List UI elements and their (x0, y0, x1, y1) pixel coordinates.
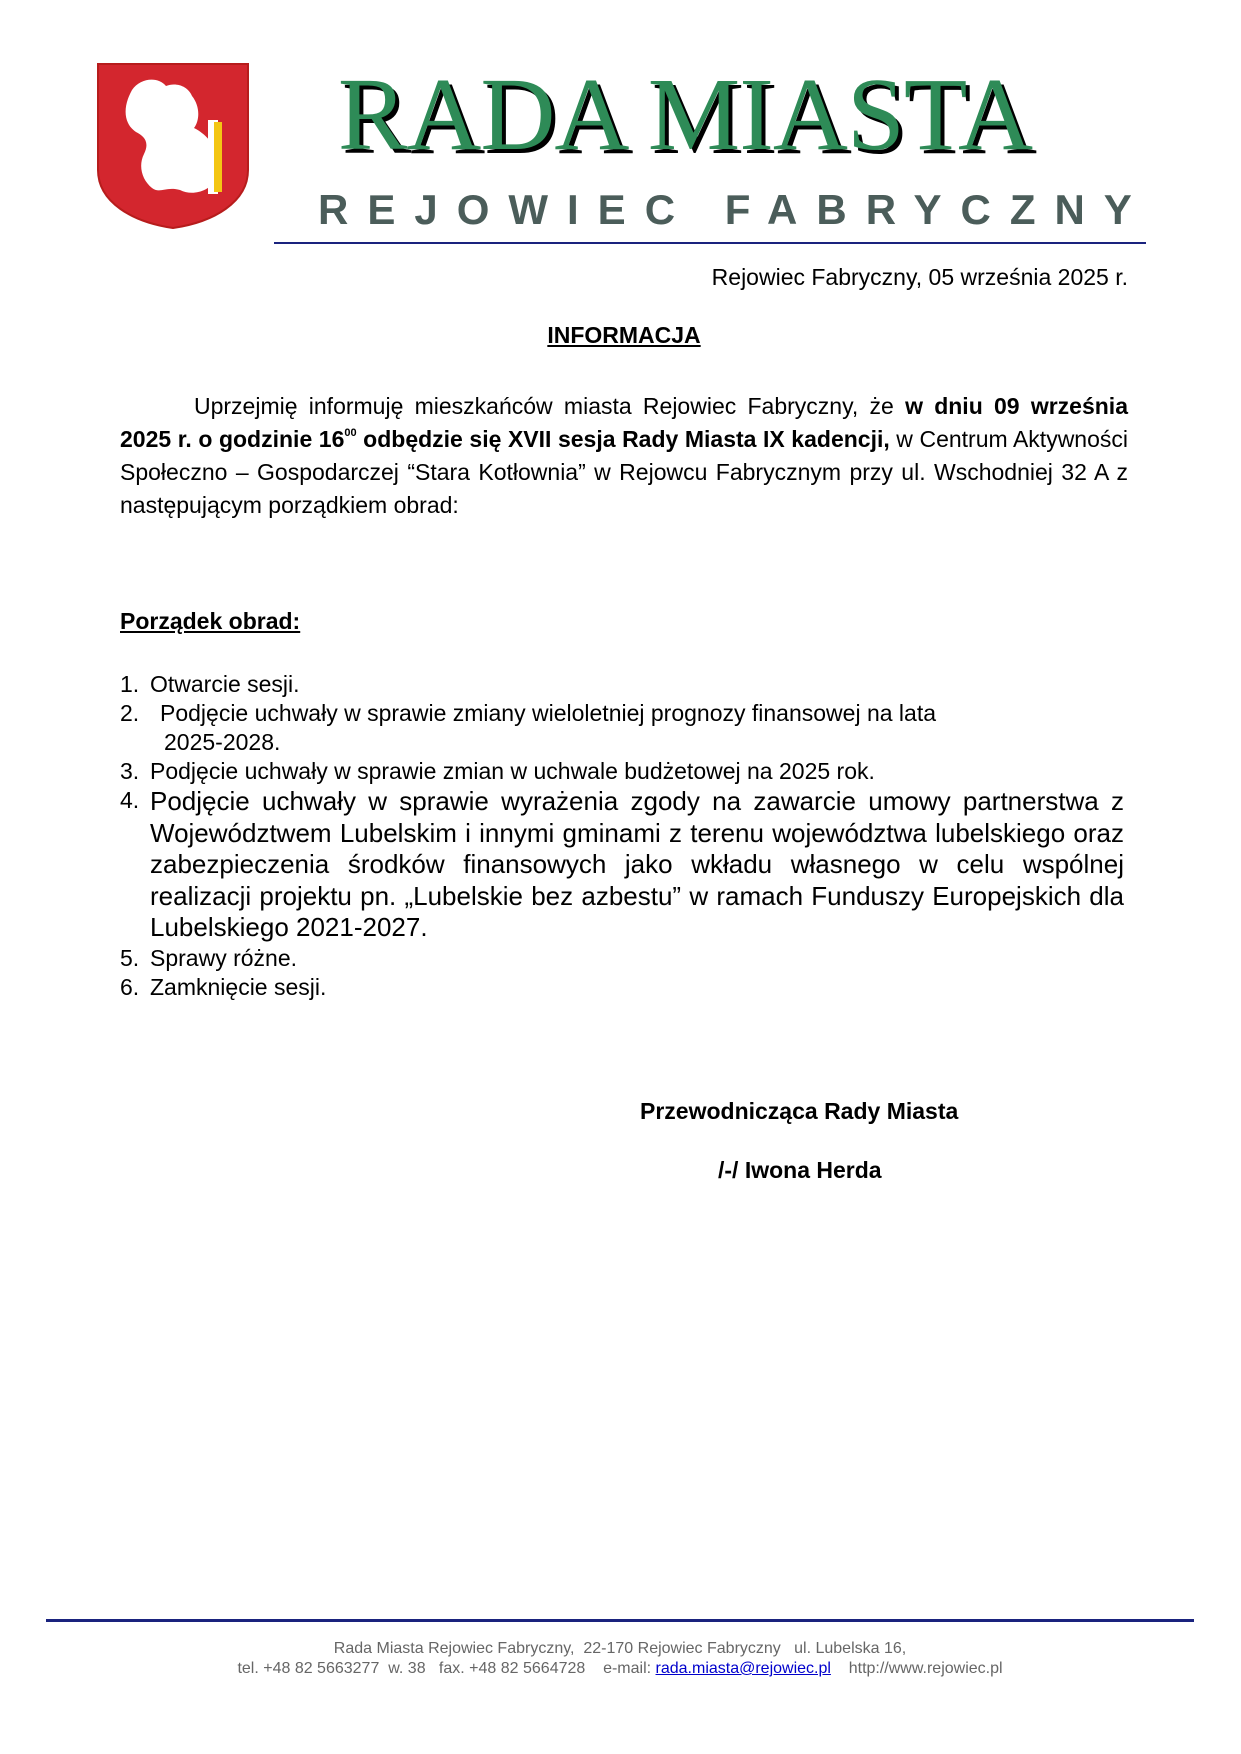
intro-paragraph (120, 390, 1128, 522)
coat-of-arms-icon (96, 62, 250, 230)
agenda-item-number: 2. (120, 700, 140, 726)
agenda-item-number: 1. (120, 671, 140, 697)
agenda-item-text: Podjęcie uchwały w sprawie wyrażenia zgody na zawarcie umowy partnerstwa z Województwem Lubelskim i innymi gminami z terenu województwa lubelskiego oraz zabezpieczenia środków finansowych jako wkładu własnego w celu wspólnej realizacji projektu pn. „Lubelskie bez azbestu” w ramach Funduszy Europejskich dla Lubelskiego 2021-2027. (150, 786, 1124, 942)
agenda-item-number: 3. (120, 758, 140, 784)
agenda-item-text: Sprawy różne. (150, 944, 298, 971)
agenda-item-number: 4. (120, 787, 140, 813)
agenda-heading: Porządek obrad: (120, 608, 301, 634)
footer-divider (46, 1619, 1194, 1622)
agenda-item-number: 5. (120, 944, 140, 971)
agenda-item (120, 699, 1128, 757)
agenda-item-text-line: Podjęcie uchwały w sprawie zmiany wieloletniej prognozy finansowej na lata (160, 700, 937, 726)
agenda-item-text (120, 699, 1128, 757)
document-title: INFORMACJA (547, 322, 701, 348)
intro-location: w Centrum Aktywności Społeczno – Gospodarczej “Stara Kotłownia” w Rejowcu Fabrycznym przy ul. Wschodniej 32 A z następującym porządkiem obrad: (120, 426, 1128, 518)
document-date: Rejowiec Fabryczny, 05 września 2025 r. (711, 264, 1128, 290)
agenda-item-text-continuation: 2025-2028. (164, 729, 281, 755)
footer-website[interactable]: http://www.rejowiec.pl (830, 1660, 1003, 1677)
intro-session-date: w dniu 09 września 2025 r. o godzinie 16 (120, 393, 1128, 452)
council-title: RADA MIASTA (337, 57, 1033, 172)
agenda-item (120, 757, 1128, 786)
agenda-item (120, 944, 1128, 973)
agenda-item-text: Otwarcie sesji. (150, 671, 300, 697)
agenda-item-text: Zamknięcie sesji. (150, 973, 327, 1000)
footer-address: Rada Miasta Rejowiec Fabryczny, 22-170 Rejowiec Fabryczny ul. Lubelska 16, (333, 1640, 907, 1657)
agenda-item (120, 670, 1128, 699)
agenda-list (120, 670, 1128, 1002)
signatory-role: Przewodnicząca Rady Miasta (640, 1098, 959, 1124)
intro-session-name: odbędzie się XVII sesja Rady Miasta IX kadencji, (356, 426, 890, 452)
footer-email-link[interactable]: rada.miasta@rejowiec.pl (655, 1660, 831, 1677)
council-subtitle: REJOWIEC FABRYCZNY (318, 186, 1151, 233)
footer-phone-fax: tel. +48 82 5663277 w. 38 fax. +48 82 5664728 e-mail: (237, 1660, 656, 1677)
agenda-item-text: Podjęcie uchwały w sprawie zmian w uchwale budżetowej na 2025 rok. (150, 758, 875, 784)
intro-time-superscript: 00 (344, 427, 357, 439)
agenda-item-number: 6. (120, 973, 140, 1000)
header-divider (274, 242, 1146, 244)
signatory-name: /-/ Iwona Herda (718, 1157, 882, 1183)
agenda-item (120, 973, 1128, 1002)
intro-text: Uprzejmię informuję mieszkańców miasta Rejowiec Fabryczny, że (194, 393, 906, 419)
footer-contact (46, 1660, 1194, 1678)
agenda-item (120, 786, 1128, 944)
